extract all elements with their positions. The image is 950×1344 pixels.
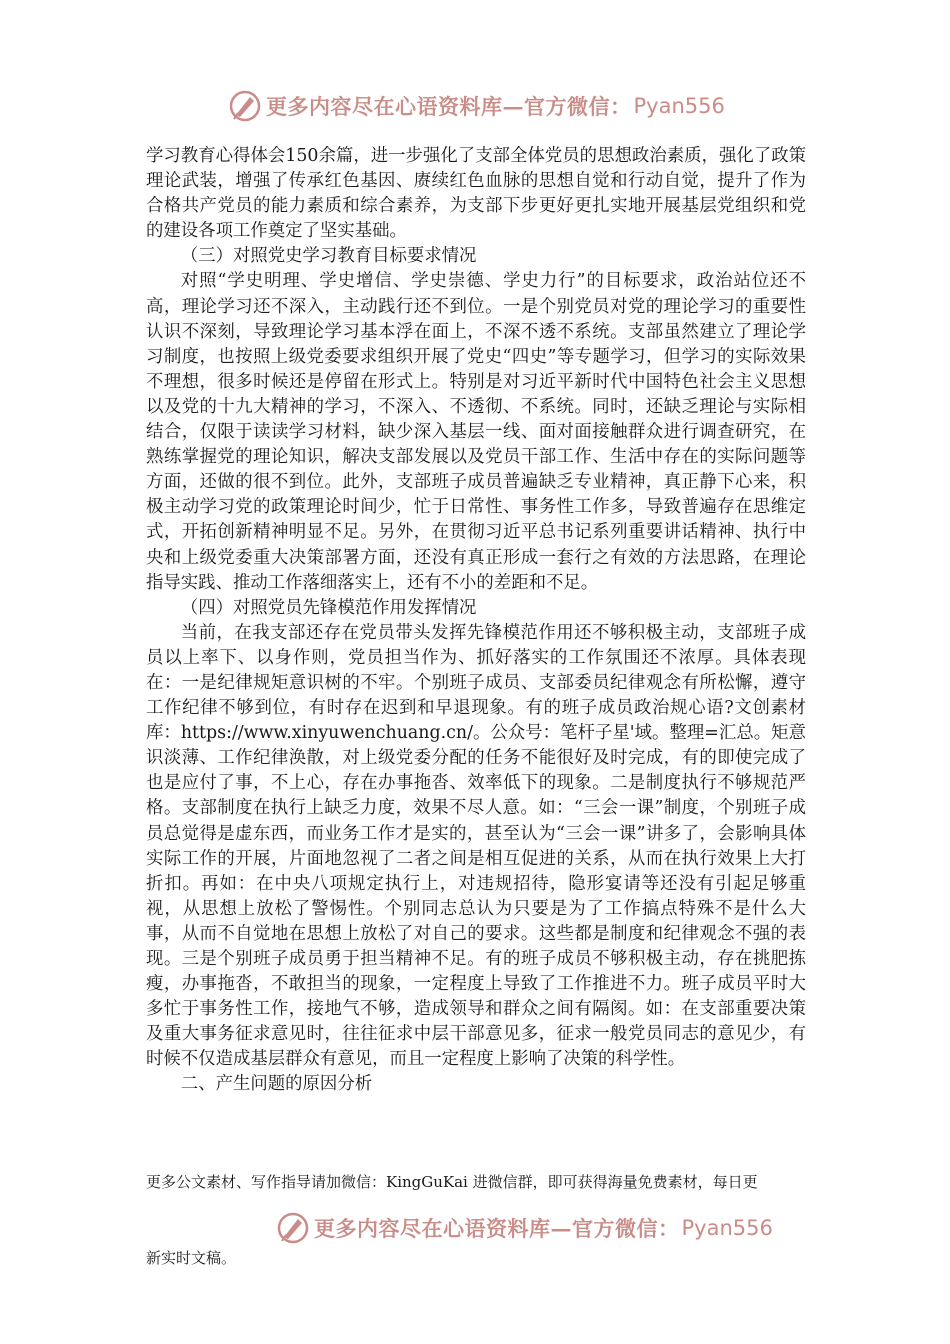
section-heading-cause: 二、产生问题的原因分析 [180,1074,373,1095]
paragraph-3: 当前，在我支部还存在党员带头发挥先锋模范作用还不够积极主动，支部班子成员以上率下、以身作则，党员担当作为、抓好落实的工作氛围还不浓厚。具体表现在：一是纪律规矩意识树的不牢。个别班子成员、支部委员纪律观念有所松懈，遵守工作纪律不够到位，有时存在迟到和早退现象。有的班子成员政治规心语?文创素材库：https://www.xinyuwenchuang.cn/。公众号：笔杆子星'域。整理=汇总。矩意识淡薄、工作纪律涣散，对上级党委分配的任务不能很好及时完成，有的即使完成了也是应付了事，不上心，存在办事拖沓、效率低下的现象。二是制度执行不够规范严格。支部制度在执行上缺乏力度，效果不尽人意。如：“三会一课”制度，个别班子成员总觉得是虚东西，而业务工作才是实的，甚至认为“三会一课”讲多了，会影响具体实际工作的开展，片面地忽视了二者之间是相互促进的关系，从而在执行效果上大打折扣。再如：在中央八项规定执行上，对违规招待，隐形宴请等还没有引起足够重视，从思想上放松了警惕性。个别同志总认为只要是为了工作搞点特殊不是什么大事，从而不自觉地在思想上放松了对自己的要求。这些都是制度和纪律观念不强的表现。三是个别班子成员勇于担当精神不足。有的班子成员不够积极主动，存在挑肥拣瘦，办事拖沓，不敢担当的现象，一定程度上导致了工作推进不力。班子成员平时大多忙于事务性工作，接地气不够，造成领导和群众之间有隔阂。如：在支部重要决策及重大事务征求意见时，往往征求中层干部意见多，征求一般党员同志的意见少，有时候不仅造成基层群众有意见，而且一定程度上影响了决策的科学性。 [146,622,806,1070]
watermark-code: Pyan556 [633,94,725,118]
footer-note-line2: 新实时文稿。 [146,1249,237,1267]
footer-watermark [276,1206,773,1250]
document-body [146,144,806,1098]
watermark-text: 更多内容尽在心语资料库—官方微信： [266,94,632,119]
watermark-code: Pyan556 [681,1216,773,1240]
pen-nib-logo-icon [276,1211,310,1245]
section-heading-4: （四）对照党员先锋模范作用发挥情况 [180,597,477,618]
paragraph-1: 学习教育心得体会150余篇，进一步强化了支部全体党员的思想政治素质，强化了政策理论武装，增强了传承红色基因、赓续红色血脉的思想自觉和行动自觉，提升了作为合格共产党员的能力素质和综合素养，为支部下步更好更扎实地开展基层党组织和党的建设各项工作奠定了坚实基础。 [146,146,806,242]
pen-nib-logo-icon [228,89,262,123]
watermark-text: 更多内容尽在心语资料库—官方微信： [314,1216,680,1241]
paragraph-2: 对照“学史明理、学史增信、学史崇德、学史力行”的目标要求，政治站位还不高，理论学习还不深入，主动践行还不到位。一是个别党员对党的理论学习的重要性认识不深刻，导致理论学习基本浮在面上，不深不透不系统。支部虽然建立了理论学习制度，也按照上级党委要求组织开展了党史“四史”等专题学习，但学习的实际效果不理想，很多时候还是停留在形式上。特别是对习近平新时代中国特色社会主义思想以及党的十九大精神的学习，不深入、不透彻、不系统。同时，还缺乏理论与实际相结合，仅限于读读学习材料，缺少深入基层一线、面对面接触群众进行调查研究，在熟练掌握党的理论知识，解决支部发展以及党员干部工作、生活中存在的实际问题等方面，还做的很不到位。此外，支部班子成员普遍缺乏专业精神，真正静下心来，积极主动学习党的政策理论时间少，忙于日常性、事务性工作多，导致普遍存在思维定式，开拓创新精神明显不足。另外，在贯彻习近平总书记系列重要讲话精神、执行中央和上级党委重大决策部署方面，还没有真正形成一套行之有效的方法思路，在理论指导实践、推动工作落细落实上，还有不小的差距和不足。 [146,271,806,593]
header-watermark [228,84,725,128]
section-heading-3: （三）对照党史学习教育目标要求情况 [180,246,477,267]
footer-note-line1: 更多公文素材、写作指导请加微信：KingGuKai 进微信群，即可获得海量免费素材，每日更 [146,1173,758,1191]
